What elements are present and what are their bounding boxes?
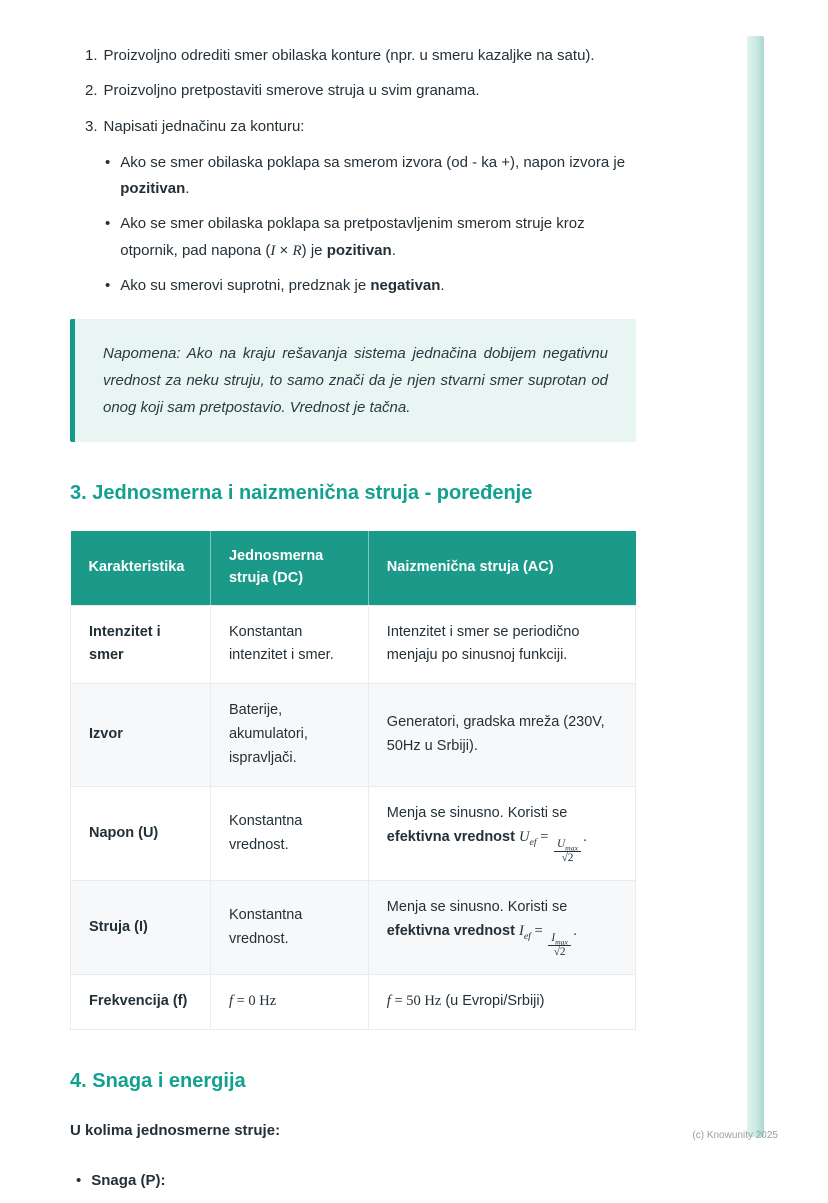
row-label-cell: Intenzitet i smer bbox=[71, 605, 211, 684]
note-text: Napomena: Ako na kraju rešavanja sistema jednačina dobijem negativnu vrednost za neku struju, to samo znači da je njen stvarni smer suprotan od onog koji sam pretpostavio. Vrednost je tačna. bbox=[103, 345, 608, 416]
dc-value-cell: Konstantna vrednost. bbox=[210, 787, 368, 881]
bullet-icon bbox=[105, 273, 110, 299]
bullet-text: Snaga (P): bbox=[91, 1171, 166, 1189]
ac-value-cell: Menja se sinusno. Koristi se efektivna vrednost $I_{ef}$ = $\frac{I_{max}}{√2}$ . bbox=[368, 881, 635, 975]
table-row bbox=[71, 787, 636, 881]
row-label-cell: Izvor bbox=[71, 684, 211, 787]
table-row bbox=[71, 881, 636, 975]
table-header-cell: Karakteristika bbox=[71, 531, 211, 605]
bullet-icon bbox=[105, 150, 110, 203]
table-row bbox=[71, 975, 636, 1030]
bullet-text: Ako se smer obilaska poklapa sa smerom izvora (od - ka +), napon izvora je pozitivan. bbox=[120, 153, 626, 197]
list-text: Proizvoljno odrediti smer obilaska konture (npr. u smeru kazaljke na satu). bbox=[103, 47, 595, 64]
list-number: 2. bbox=[85, 82, 98, 100]
bullet-icon bbox=[105, 211, 110, 264]
row-label-cell: Frekvencija (f) bbox=[71, 975, 211, 1030]
numbered-list-item bbox=[85, 79, 636, 102]
ac-value-cell: Intenzitet i smer se periodično menjaju po sinusnoj funkciji. bbox=[368, 605, 635, 684]
table-row bbox=[71, 605, 636, 684]
bullet-text: Ako su smerovi suprotni, predznak je negativan. bbox=[120, 276, 445, 294]
copyright-text: (c) Knowunity 2025 bbox=[692, 1129, 778, 1141]
numbered-list-item bbox=[85, 115, 636, 138]
ac-value-cell: Menja se sinusno. Koristi se efektivna vrednost $U_{ef}$ = $\frac{U_{max}}{√2}$ . bbox=[368, 787, 635, 881]
row-label-cell: Struja (I) bbox=[71, 881, 211, 975]
intro-text: U kolima jednosmerne struje: bbox=[70, 1122, 281, 1140]
page-edge-decoration bbox=[747, 36, 764, 1137]
dc-value-cell: Konstantna vrednost. bbox=[210, 881, 368, 975]
table-row bbox=[71, 684, 636, 787]
list-text: Napisati jednačinu za konturu: bbox=[103, 117, 305, 135]
bullet-list bbox=[85, 150, 636, 299]
bullet-list-item bbox=[105, 273, 636, 299]
bullet-icon bbox=[76, 1168, 81, 1194]
table-header-cell: Jednosmerna struja (DC) bbox=[210, 531, 368, 605]
dc-value-cell: Baterije, akumulatori, ispravljači. bbox=[210, 684, 368, 787]
note-box bbox=[70, 319, 636, 442]
dc-value-cell: Konstantan intenzitet i smer. bbox=[210, 605, 368, 684]
section-heading-comparison: 3. Jednosmerna i naizmenična struja - poređenje bbox=[70, 482, 533, 504]
table-header-row bbox=[71, 531, 636, 605]
document-content bbox=[70, 44, 636, 1203]
numbered-list-item bbox=[85, 44, 636, 67]
bullet-text: Ako se smer obilaska poklapa sa pretpostavljenim smerom struje kroz otpornik, pad napona (I × R) je pozitivan. bbox=[120, 215, 585, 259]
numbered-list bbox=[70, 44, 636, 299]
bullet-list-item bbox=[105, 150, 636, 203]
list-text: Proizvoljno pretpostaviti smerove struja u svim granama. bbox=[103, 82, 480, 100]
ac-value-cell: Generatori, gradska mreža (230V, 50Hz u Srbiji). bbox=[368, 684, 635, 787]
ac-value-cell: f = 50 Hz (u Evropi/Srbiji) bbox=[368, 975, 635, 1030]
list-number: 1. bbox=[85, 47, 98, 64]
bullet-list-item bbox=[76, 1168, 636, 1194]
table-header-cell: Naizmenična struja (AC) bbox=[368, 531, 635, 605]
row-label-cell: Napon (U) bbox=[71, 787, 211, 881]
comparison-table bbox=[70, 531, 636, 1030]
dc-value-cell: f = 0 Hz bbox=[210, 975, 368, 1030]
list-number: 3. bbox=[85, 117, 98, 135]
section-heading-power: 4. Snaga i energija bbox=[70, 1070, 246, 1093]
bullet-list-item bbox=[105, 211, 636, 264]
